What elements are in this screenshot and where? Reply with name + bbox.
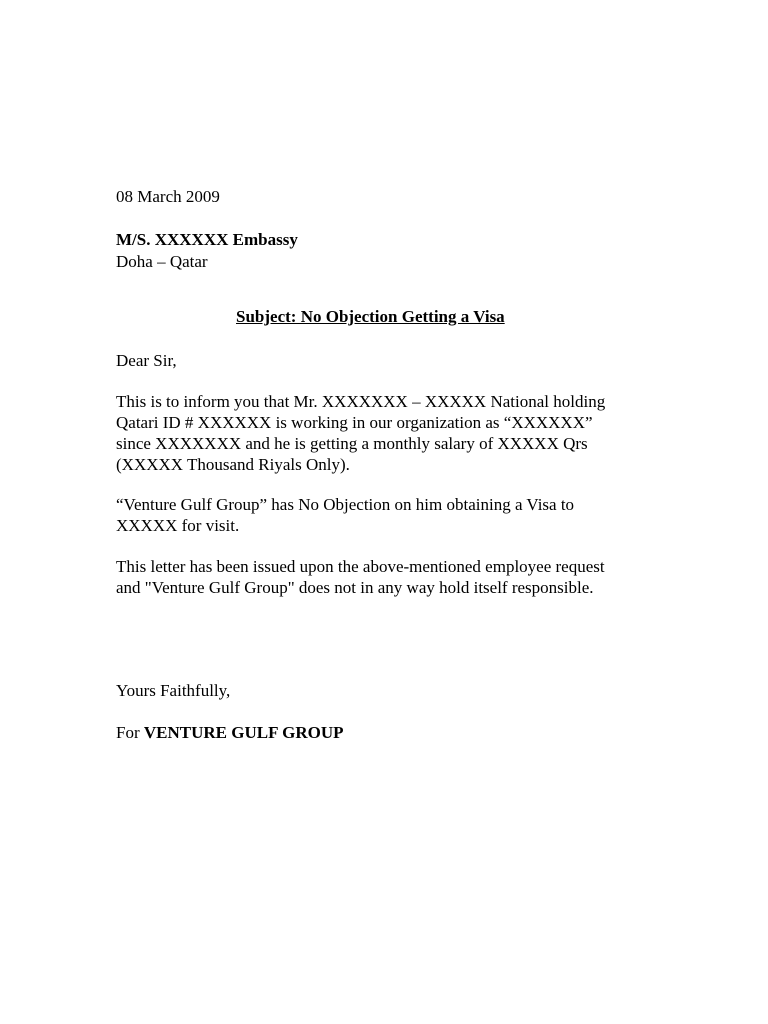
body-paragraph-3 [116, 556, 676, 598]
closing: Yours Faithfully, [116, 681, 231, 700]
recipient-location: Doha – Qatar [116, 252, 208, 271]
paragraph-line: XXXXX for visit. [116, 516, 240, 535]
letter-date: 08 March 2009 [116, 187, 220, 206]
body-paragraph-1 [116, 391, 676, 475]
paragraph-line: “Venture Gulf Group” has No Objection on him obtaining a Visa to [116, 495, 575, 514]
signature-organization: VENTURE GULF GROUP [143, 723, 344, 742]
paragraph-line: (XXXXX Thousand Riyals Only). [116, 455, 350, 474]
paragraph-line: since XXXXXXX and he is getting a monthly salary of XXXXX Qrs [116, 434, 588, 453]
body-paragraph-2 [116, 494, 676, 536]
signature-line [116, 722, 343, 743]
signature-prefix: For [116, 723, 144, 742]
paragraph-line: This is to inform you that Mr. XXXXXXX – XXXXX National holding [116, 392, 606, 411]
letter-subject: Subject: No Objection Getting a Visa [236, 307, 505, 326]
paragraph-line: This letter has been issued upon the above-mentioned employee request [116, 557, 605, 576]
recipient-name: M/S. XXXXXX Embassy [116, 230, 298, 249]
paragraph-line: Qatari ID # XXXXXX is working in our organization as “XXXXXX” [116, 413, 593, 432]
paragraph-line: and "Venture Gulf Group" does not in any way hold itself responsible. [116, 578, 594, 597]
salutation: Dear Sir, [116, 351, 177, 370]
